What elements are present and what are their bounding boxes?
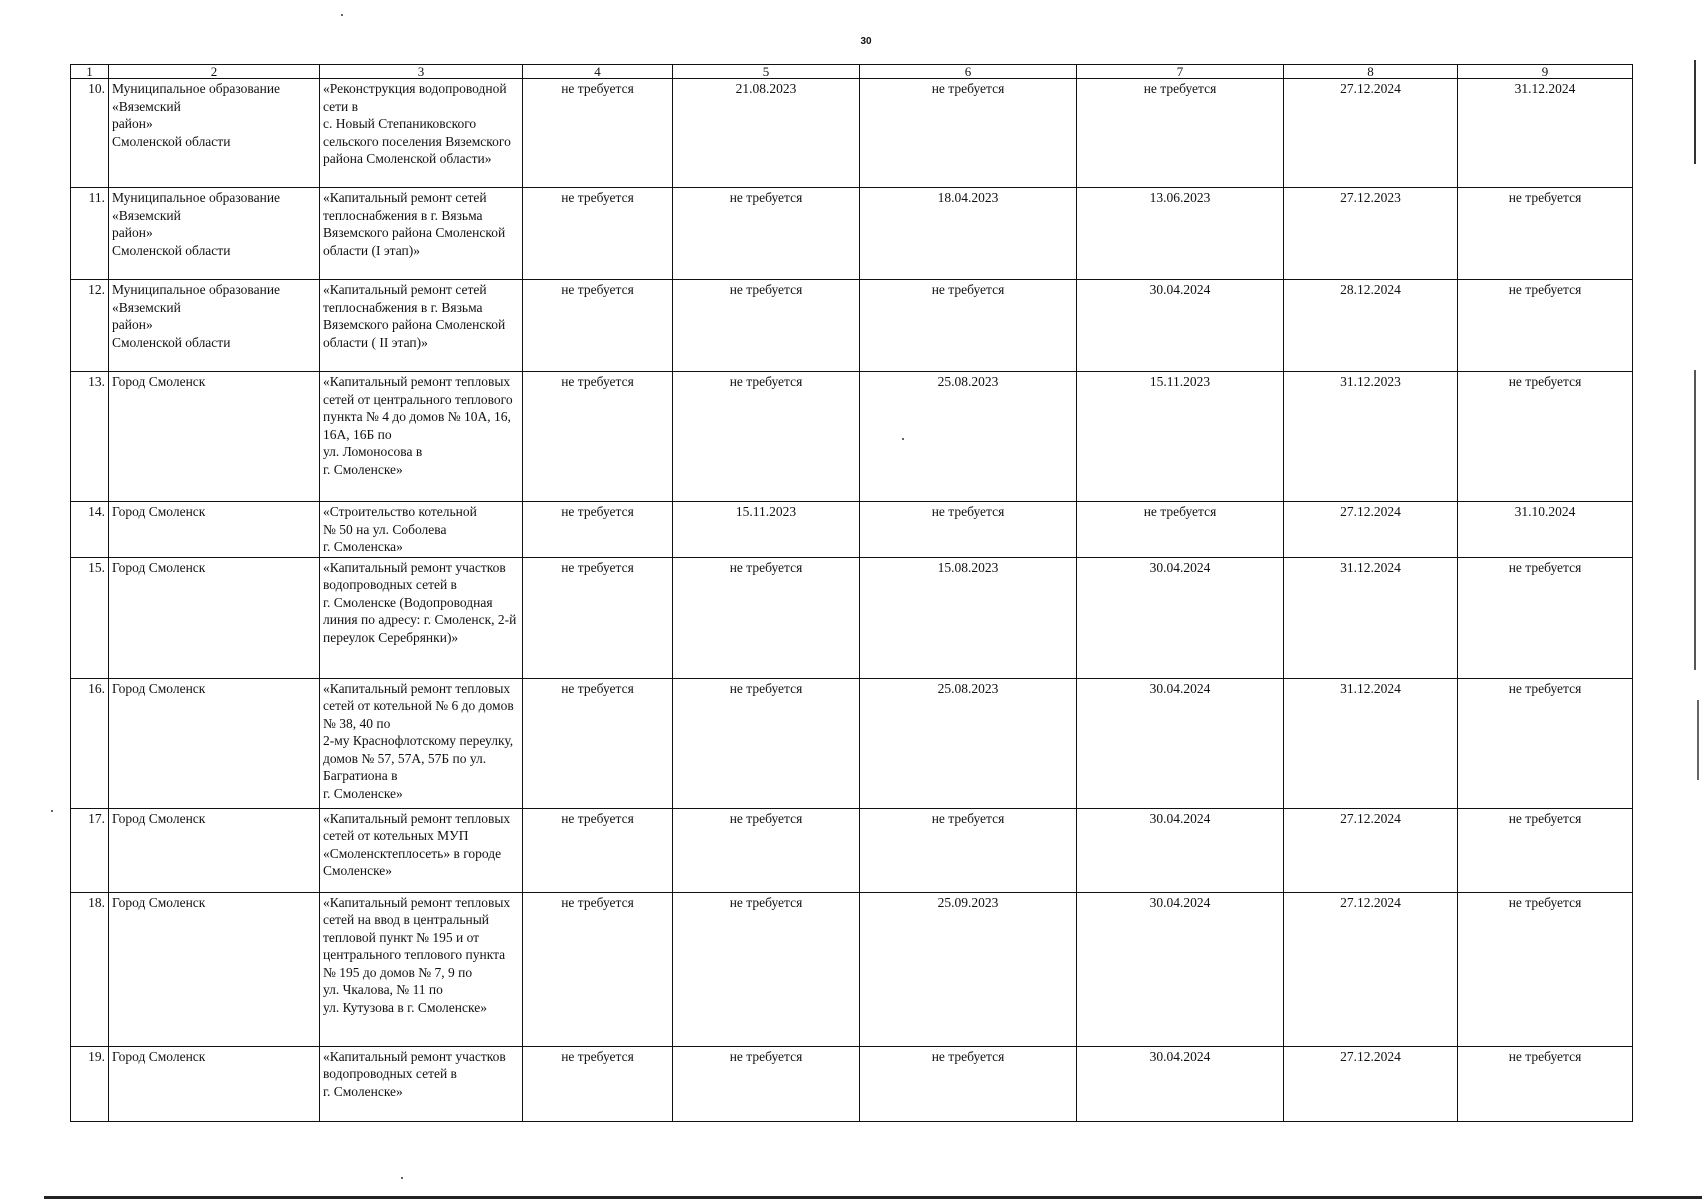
column-4-cell: не требуется bbox=[523, 79, 673, 188]
column-9-cell: не требуется bbox=[1458, 892, 1633, 1046]
table-row bbox=[71, 188, 1633, 280]
column-4-cell: не требуется bbox=[523, 1046, 673, 1121]
column-header: 2 bbox=[109, 65, 320, 79]
column-5-cell: 21.08.2023 bbox=[673, 79, 860, 188]
row-number: 16. bbox=[71, 678, 109, 808]
column-header: 1 bbox=[71, 65, 109, 79]
column-header: 9 bbox=[1458, 65, 1633, 79]
column-6-cell: 25.08.2023 bbox=[860, 372, 1077, 502]
row-number: 19. bbox=[71, 1046, 109, 1121]
municipality-cell: Город Смоленск bbox=[109, 892, 320, 1046]
column-7-cell: 30.04.2024 bbox=[1077, 808, 1284, 892]
column-7-cell: 30.04.2024 bbox=[1077, 1046, 1284, 1121]
column-7-cell: 30.04.2024 bbox=[1077, 678, 1284, 808]
column-6-cell: не требуется bbox=[860, 280, 1077, 372]
column-header: 3 bbox=[320, 65, 523, 79]
column-9-cell: не требуется bbox=[1458, 1046, 1633, 1121]
scan-speck bbox=[401, 1177, 403, 1179]
schedule-table bbox=[70, 64, 1633, 1122]
column-header: 6 bbox=[860, 65, 1077, 79]
object-cell: «Капитальный ремонт участков водопроводных сетей в г. Смоленске» bbox=[320, 1046, 523, 1121]
column-9-cell: не требуется bbox=[1458, 678, 1633, 808]
scan-edge-mark bbox=[1694, 60, 1696, 164]
column-4-cell: не требуется bbox=[523, 892, 673, 1046]
object-cell: «Капитальный ремонт тепловых сетей от центрального теплового пункта № 4 до домов № 10А, 16, 16А, 16Б по ул. Ломоносова в г. Смоленске» bbox=[320, 372, 523, 502]
scan-edge-mark bbox=[1694, 370, 1696, 670]
column-8-cell: 27.12.2024 bbox=[1284, 892, 1458, 1046]
table-row bbox=[71, 280, 1633, 372]
column-9-cell: 31.12.2024 bbox=[1458, 79, 1633, 188]
column-7-cell: 15.11.2023 bbox=[1077, 372, 1284, 502]
row-number: 10. bbox=[71, 79, 109, 188]
column-5-cell: не требуется bbox=[673, 372, 860, 502]
municipality-cell: Город Смоленск bbox=[109, 808, 320, 892]
row-number: 17. bbox=[71, 808, 109, 892]
row-number: 13. bbox=[71, 372, 109, 502]
municipality-cell: Город Смоленск bbox=[109, 372, 320, 502]
column-header: 4 bbox=[523, 65, 673, 79]
table-row bbox=[71, 79, 1633, 188]
municipality-cell: Город Смоленск bbox=[109, 557, 320, 678]
table-row bbox=[71, 372, 1633, 502]
row-number: 18. bbox=[71, 892, 109, 1046]
table-row bbox=[71, 808, 1633, 892]
row-number: 14. bbox=[71, 502, 109, 558]
column-5-cell: не требуется bbox=[673, 892, 860, 1046]
table-row bbox=[71, 1046, 1633, 1121]
object-cell: «Капитальный ремонт сетей теплоснабжения в г. Вязьма Вяземского района Смоленской области ( II этап)» bbox=[320, 280, 523, 372]
object-cell: «Капитальный ремонт тепловых сетей от котельной № 6 до домов № 38, 40 по 2-му Краснофлотскому переулку, домов № 57, 57А, 57Б по ул. Багратиона в г. Смоленске» bbox=[320, 678, 523, 808]
column-8-cell: 31.12.2023 bbox=[1284, 372, 1458, 502]
column-6-cell: не требуется bbox=[860, 502, 1077, 558]
table-row bbox=[71, 502, 1633, 558]
column-7-cell: 13.06.2023 bbox=[1077, 188, 1284, 280]
object-cell: «Реконструкция водопроводной сети в с. Новый Степаниковского сельского поселения Вяземского района Смоленской области» bbox=[320, 79, 523, 188]
column-8-cell: 31.12.2024 bbox=[1284, 557, 1458, 678]
row-number: 11. bbox=[71, 188, 109, 280]
column-4-cell: не требуется bbox=[523, 808, 673, 892]
column-7-cell: 30.04.2024 bbox=[1077, 280, 1284, 372]
column-9-cell: 31.10.2024 bbox=[1458, 502, 1633, 558]
column-8-cell: 27.12.2024 bbox=[1284, 79, 1458, 188]
row-number: 15. bbox=[71, 557, 109, 678]
column-9-cell: не требуется bbox=[1458, 372, 1633, 502]
column-5-cell: не требуется bbox=[673, 280, 860, 372]
column-8-cell: 27.12.2024 bbox=[1284, 1046, 1458, 1121]
row-number: 12. bbox=[71, 280, 109, 372]
column-9-cell: не требуется bbox=[1458, 188, 1633, 280]
column-6-cell: 25.08.2023 bbox=[860, 678, 1077, 808]
object-cell: «Капитальный ремонт сетей теплоснабжения в г. Вязьма Вяземского района Смоленской области (I этап)» bbox=[320, 188, 523, 280]
table-body bbox=[71, 65, 1633, 1122]
object-cell: «Капитальный ремонт участков водопроводных сетей в г. Смоленске (Водопроводная линия по адресу: г. Смоленск, 2-й переулок Серебрянки)» bbox=[320, 557, 523, 678]
column-9-cell: не требуется bbox=[1458, 808, 1633, 892]
column-6-cell: не требуется bbox=[860, 1046, 1077, 1121]
column-6-cell: 18.04.2023 bbox=[860, 188, 1077, 280]
table-row bbox=[71, 557, 1633, 678]
column-8-cell: 31.12.2024 bbox=[1284, 678, 1458, 808]
column-6-cell: 15.08.2023 bbox=[860, 557, 1077, 678]
scan-speck bbox=[341, 14, 343, 16]
column-header: 8 bbox=[1284, 65, 1458, 79]
column-5-cell: не требуется bbox=[673, 808, 860, 892]
column-5-cell: не требуется bbox=[673, 557, 860, 678]
municipality-cell: Муниципальное образование «Вяземский район» Смоленской области bbox=[109, 188, 320, 280]
column-header-row bbox=[71, 65, 1633, 79]
column-4-cell: не требуется bbox=[523, 678, 673, 808]
table-row bbox=[71, 678, 1633, 808]
column-5-cell: 15.11.2023 bbox=[673, 502, 860, 558]
column-4-cell: не требуется bbox=[523, 188, 673, 280]
column-8-cell: 28.12.2024 bbox=[1284, 280, 1458, 372]
municipality-cell: Муниципальное образование «Вяземский район» Смоленской области bbox=[109, 79, 320, 188]
column-8-cell: 27.12.2024 bbox=[1284, 808, 1458, 892]
column-5-cell: не требуется bbox=[673, 1046, 860, 1121]
scan-edge-mark bbox=[1697, 700, 1699, 780]
column-7-cell: 30.04.2024 bbox=[1077, 557, 1284, 678]
column-5-cell: не требуется bbox=[673, 188, 860, 280]
municipality-cell: Город Смоленск bbox=[109, 678, 320, 808]
column-9-cell: не требуется bbox=[1458, 557, 1633, 678]
municipality-cell: Город Смоленск bbox=[109, 502, 320, 558]
municipality-cell: Муниципальное образование «Вяземский район» Смоленской области bbox=[109, 280, 320, 372]
scan-speck bbox=[902, 438, 904, 440]
column-6-cell: 25.09.2023 bbox=[860, 892, 1077, 1046]
column-5-cell: не требуется bbox=[673, 678, 860, 808]
column-header: 7 bbox=[1077, 65, 1284, 79]
scan-speck bbox=[51, 810, 53, 812]
column-7-cell: не требуется bbox=[1077, 79, 1284, 188]
column-header: 5 bbox=[673, 65, 860, 79]
column-9-cell: не требуется bbox=[1458, 280, 1633, 372]
object-cell: «Строительство котельной № 50 на ул. Соболева г. Смоленска» bbox=[320, 502, 523, 558]
page-number: 30 bbox=[860, 36, 872, 47]
column-7-cell: не требуется bbox=[1077, 502, 1284, 558]
column-8-cell: 27.12.2023 bbox=[1284, 188, 1458, 280]
column-4-cell: не требуется bbox=[523, 372, 673, 502]
column-4-cell: не требуется bbox=[523, 557, 673, 678]
table-row bbox=[71, 892, 1633, 1046]
municipality-cell: Город Смоленск bbox=[109, 1046, 320, 1121]
column-6-cell: не требуется bbox=[860, 808, 1077, 892]
object-cell: «Капитальный ремонт тепловых сетей на ввод в центральный тепловой пункт № 195 и от центрального теплового пункта № 195 до домов № 7, 9 по ул. Чкалова, № 11 по ул. Кутузова в г. Смоленске» bbox=[320, 892, 523, 1046]
column-4-cell: не требуется bbox=[523, 280, 673, 372]
column-8-cell: 27.12.2024 bbox=[1284, 502, 1458, 558]
object-cell: «Капитальный ремонт тепловых сетей от котельных МУП «Смоленсктеплосеть» в городе Смоленске» bbox=[320, 808, 523, 892]
page-bottom-rule bbox=[44, 1196, 1702, 1199]
column-6-cell: не требуется bbox=[860, 79, 1077, 188]
column-4-cell: не требуется bbox=[523, 502, 673, 558]
column-7-cell: 30.04.2024 bbox=[1077, 892, 1284, 1046]
